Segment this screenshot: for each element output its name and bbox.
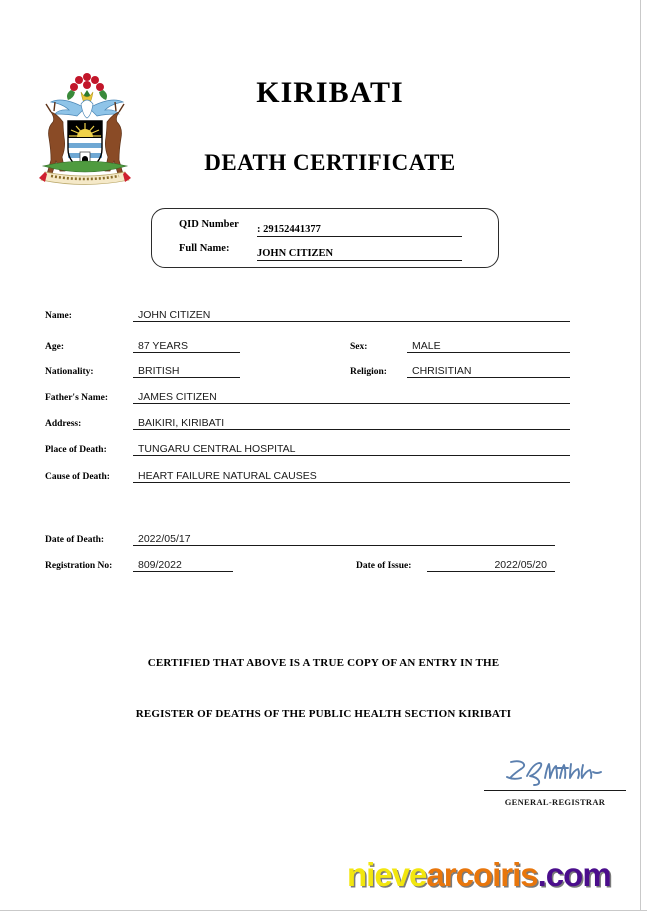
cause-of-death-label: Cause of Death: (45, 472, 110, 482)
place-of-death-value: TUNGARU CENTRAL HOSPITAL (138, 443, 296, 455)
age-label: Age: (45, 342, 64, 352)
qid-number-row (152, 219, 498, 243)
registrar-caption: GENERAL-REGISTRAR (504, 797, 606, 807)
kiribati-coat-of-arms-icon (27, 66, 143, 188)
date-of-death-label: Date of Death: (45, 535, 105, 545)
nationality-value: BRITISH (138, 365, 180, 377)
certification-line-1: CERTIFIED THAT ABOVE IS A TRUE COPY OF AN ENTRY IN THE (147, 657, 500, 669)
watermark-part-3: .com (537, 856, 611, 893)
fathers-name-label: Father's Name: (45, 393, 109, 403)
page-title-document: DEATH CERTIFICATE (204, 150, 456, 175)
qid-box (151, 208, 499, 268)
page-edge-right (640, 0, 641, 911)
page-title-country: KIRIBATI (256, 76, 404, 109)
sex-label: Sex: (350, 342, 368, 352)
date-of-issue-value: 2022/05/20 (494, 559, 547, 571)
name-label: Name: (45, 311, 72, 321)
fathers-name-value: JAMES CITIZEN (138, 391, 217, 403)
sex-value: MALE (412, 340, 441, 352)
address-label: Address: (45, 419, 82, 429)
qid-number-value: : 29152441377 (257, 224, 321, 235)
signature-line (484, 790, 626, 791)
page-edge-bottom (0, 910, 647, 911)
religion-label: Religion: (350, 367, 387, 377)
watermark-part-1: nieve (347, 856, 427, 893)
cause-of-death-value: HEART FAILURE NATURAL CAUSES (138, 470, 317, 482)
handwritten-signature-icon (505, 754, 605, 788)
watermark-part-2: arcoiris (426, 856, 538, 893)
date-of-issue-label: Date of Issue: (356, 561, 412, 571)
qid-number-field[interactable] (257, 219, 462, 237)
qid-fullname-value: JOHN CITIZEN (257, 248, 334, 259)
registration-no-label: Registration No: (45, 561, 113, 571)
registration-no-value: 809/2022 (138, 559, 182, 571)
age-value: 87 YEARS (138, 340, 189, 352)
site-watermark (347, 858, 611, 891)
date-of-death-value: 2022/05/17 (138, 533, 191, 545)
name-value: JOHN CITIZEN (138, 309, 211, 321)
nationality-label: Nationality: (45, 367, 94, 377)
qid-number-label: QID Number (179, 219, 239, 230)
certification-line-2: REGISTER OF DEATHS OF THE PUBLIC HEALTH SECTION KIRIBATI (135, 708, 512, 720)
qid-fullname-row (152, 243, 498, 267)
qid-fullname-label: Full Name: (179, 243, 230, 254)
place-of-death-label: Place of Death: (45, 445, 107, 455)
address-value: BAIKIRI, KIRIBATI (138, 417, 225, 429)
date-of-death-field[interactable] (133, 529, 555, 546)
qid-fullname-field[interactable] (257, 243, 462, 261)
religion-value: CHRISITIAN (412, 365, 472, 377)
